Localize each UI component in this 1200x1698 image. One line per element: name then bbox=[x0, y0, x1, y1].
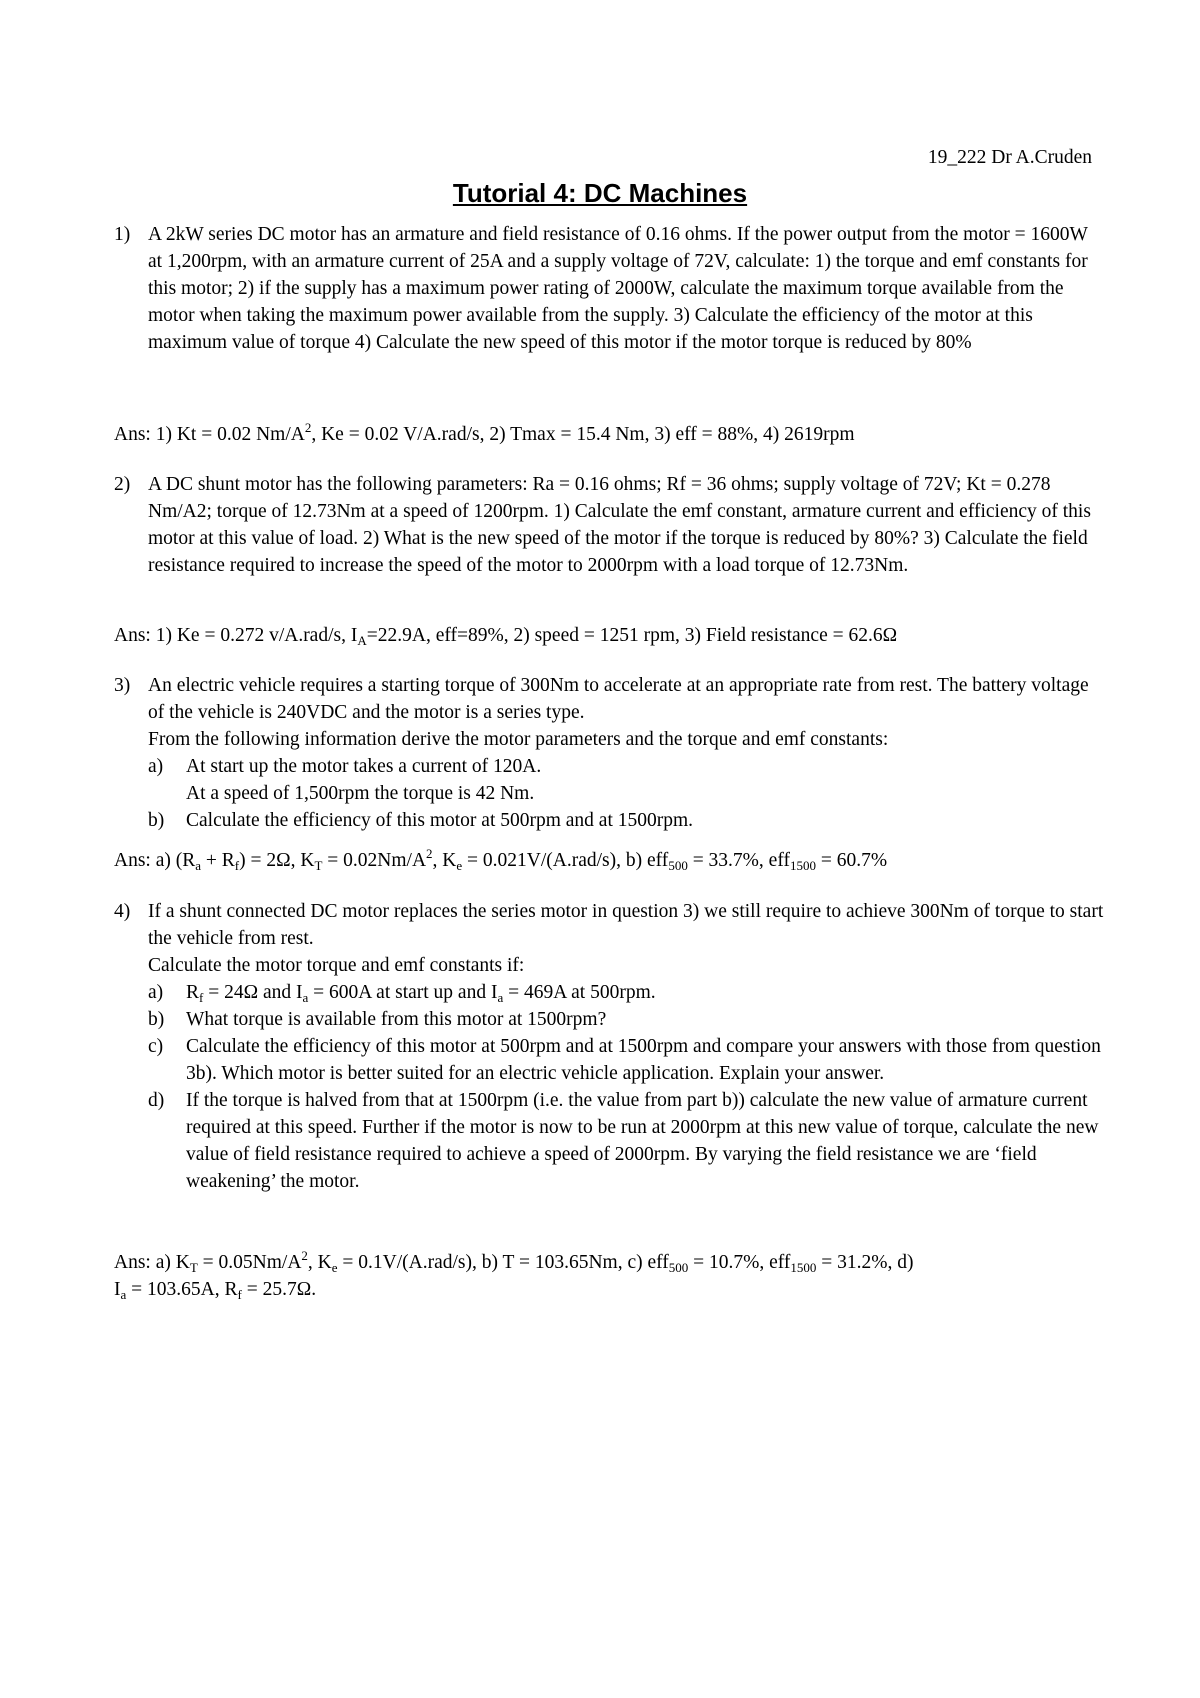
answer-1: Ans: 1) Kt = 0.02 $Nm/A^2$, Ke = 0.02 V/A.rad/s, 2) Tmax = 15.4 Nm, 3) eff = 88%, 4) 2619rpm bbox=[114, 420, 855, 445]
answer-2: Ans: 1) Ke = 0.272 v/A.rad/s, $I_A=22.9A$, eff=89%, 2) speed = 1251 rpm, 3) Field resistance = 62.6Ω bbox=[114, 625, 898, 648]
subquestion-d: d) If the torque is halved from that at 1500rpm (i.e. the value from part b)) calculate the new value of armature current required at this speed. Further if the motor is now to be run at 2000rpm at this new value of torque, calculate the new value of field resistance required to achieve a speed of 2000rpm. By varying the field resistance we are ‘field weakening’ the motor. bbox=[148, 1090, 1099, 1192]
question-text: A DC shunt motor has the following parameters: Ra = 0.16 ohms; Rf = 36 ohms; supply voltage of 72V; Kt = 0.278 Nm/A2; torque of 12.73Nm at a speed of 1200rpm. 1) Calculate the emf constant, armature current and efficiency of this motor at this value of load. 2) What is the new speed of the motor if the torque is reduced by 80%? 3) Calculate the field resistance required to increase the speed of the motor to 2000rpm with a load torque of 12.73Nm. bbox=[148, 474, 1091, 576]
document-reference: 19_222 Dr A.Cruden bbox=[927, 147, 1092, 168]
question-2 bbox=[114, 471, 1104, 579]
question-text: If a shunt connected DC motor replaces the series motor in question 3) we still require to achieve 300Nm of torque to start the vehicle from rest. bbox=[148, 901, 1104, 949]
question-number: 2) bbox=[114, 474, 131, 495]
question-number: 3) bbox=[114, 675, 131, 696]
subquestion-b: b) Calculate the efficiency of this motor at 500rpm and at 1500rpm. bbox=[148, 810, 694, 831]
question-text: An electric vehicle requires a starting torque of 300Nm to accelerate at an appropriate rate from rest. The battery voltage of the vehicle is 240VDC and the motor is a series type. bbox=[148, 675, 1089, 723]
question-number: 4) bbox=[114, 901, 131, 922]
question-text: A 2kW series DC motor has an armature and field resistance of 0.16 ohms. If the power output from the motor = 1600W at 1,200rpm, with an armature current of 25A and a supply voltage of 72V, calculate: 1) the torque and emf constants for this motor; 2) if the supply has a maximum power rating of 2000W, calculate the maximum torque available from the motor when taking the maximum power available from the supply. 3) Calculate the efficiency of the motor at this maximum value of torque 4) Calculate the new speed of this motor if the motor torque is reduced by 80% bbox=[148, 224, 1088, 353]
subquestion-c: c) Calculate the efficiency of this motor at 500rpm and at 1500rpm and compare your answers with those from question 3b). Which motor is better suited for an electric vehicle application. Explain your answer. bbox=[148, 1036, 1101, 1084]
question-3 bbox=[114, 672, 1104, 834]
page-title: Tutorial 4: DC Machines bbox=[452, 178, 748, 208]
answer-3: Ans: a) $(R_a + R_f) = 2\Omega$, $K_T = 0.02Nm/A^2$, $K_e = 0.021V/(A.rad/s)$, b) eff$_{500}$ = 33.7%, eff$_{1500}$ = 60.7% bbox=[114, 846, 888, 873]
question-1 bbox=[114, 221, 1104, 356]
question-number: 1) bbox=[114, 224, 131, 245]
subquestion-b: b) What torque is available from this motor at 1500rpm? bbox=[148, 1009, 607, 1030]
question-text: Calculate the motor torque and emf constants if: bbox=[148, 955, 525, 976]
subquestion-a: a) $R_f = 24\Omega$ and $I_a = 600A$ at start up and $I_a = 469A$ at 500rpm. bbox=[148, 982, 656, 1005]
question-4 bbox=[114, 898, 1104, 1195]
question-text: From the following information derive the motor parameters and the torque and emf constants: bbox=[148, 729, 889, 750]
answer-4: Ans: a) $K_T = 0.05Nm/A^2$, $K_e = 0.1V/(A.rad/s)$, b) T = 103.65Nm, c) eff$_{500}$ = 10.7%, eff$_{1500}$ = 31.2%, d) $I_a = 103.65A$, $R_f = 25.7\Omega$. bbox=[114, 1248, 914, 1302]
subquestion-a: a) At start up the motor takes a current of 120A. At a speed of 1,500rpm the torque is 42 Nm. bbox=[148, 756, 542, 804]
